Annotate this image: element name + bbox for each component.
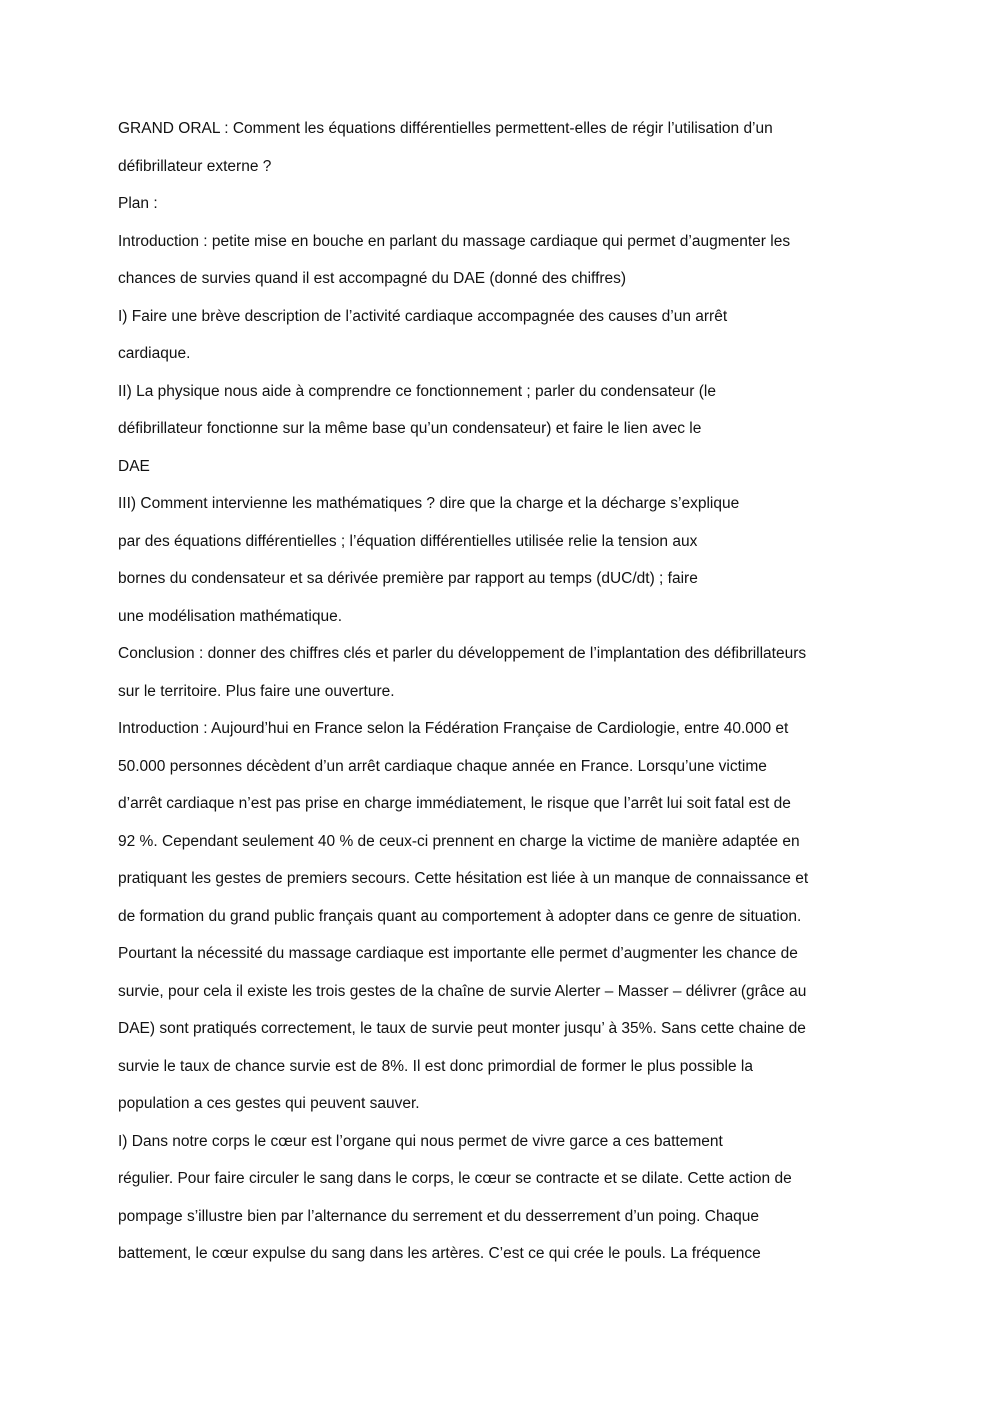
plan-part-1-line-1: I) Faire une brève description de l’activité cardiaque accompagnée des causes d’un arrêt <box>118 307 728 325</box>
plan-part-2-line-3: DAE <box>118 457 150 475</box>
plan-conclusion-line-2: sur le territoire. Plus faire une ouverture. <box>118 682 395 700</box>
plan-part-3-line-1: III) Comment intervienne les mathématiques ? dire que la charge et la décharge s’explique <box>118 495 740 512</box>
introduction-line-9: DAE) sont pratiqués correctement, le taux de survie peut monter jusqu’ à 35%. Sans cette chaine de <box>118 1020 806 1037</box>
introduction-line-10: survie le taux de chance survie est de 8%. Il est donc primordial de former le plus possible la <box>118 1057 753 1075</box>
introduction-line-11: population a ces gestes qui peuvent sauver. <box>118 1095 420 1112</box>
title-line-1: GRAND ORAL : Comment les équations différentielles permettent-elles de régir l’utilisation d’un <box>118 120 773 137</box>
plan-part-3-line-4: une modélisation mathématique. <box>118 607 343 625</box>
part-1-line-2: régulier. Pour faire circuler le sang dans le corps, le cœur se contracte et se dilate. Cette action de <box>118 1170 792 1187</box>
title-line-2: défibrillateur externe ? <box>118 157 272 175</box>
introduction-line-3: d’arrêt cardiaque n’est pas prise en charge immédiatement, le risque que l’arrêt lui soit fatal est de <box>118 795 791 812</box>
plan-part-3-line-3: bornes du condensateur et sa dérivée première par rapport au temps (dUC/dt) ; faire <box>118 570 698 587</box>
document-body <box>118 110 888 1273</box>
introduction-line-5: pratiquant les gestes de premiers secours. Cette hésitation est liée à un manque de connaissance et <box>118 870 809 887</box>
part-1-line-4: battement, le cœur expulse du sang dans les artères. C’est ce qui crée le pouls. La fréquence <box>118 1245 761 1262</box>
plan-introduction-line-2: chances de survies quand il est accompagné du DAE (donné des chiffres) <box>118 270 627 287</box>
plan-part-3-line-2: par des équations différentielles ; l’équation différentielles utilisée relie la tension aux <box>118 532 698 550</box>
introduction-line-2: 50.000 personnes décèdent d’un arrêt cardiaque chaque année en France. Lorsqu’une victime <box>118 757 767 775</box>
plan-heading: Plan : <box>118 195 158 212</box>
introduction-line-7: Pourtant la nécessité du massage cardiaque est importante elle permet d’augmenter les chance de <box>118 945 798 962</box>
introduction-line-1: Introduction : Aujourd’hui en France selon la Fédération Française de Cardiologie, entre 40.000 et <box>118 720 789 737</box>
part-1-line-1: I) Dans notre corps le cœur est l’organe qui nous permet de vivre garce a ces battement <box>118 1132 723 1150</box>
plan-part-1-line-2: cardiaque. <box>118 345 191 362</box>
introduction-line-4: 92 %. Cependant seulement 40 % de ceux-ci prennent en charge la victime de manière adaptée en <box>118 832 800 850</box>
plan-part-2-line-1: II) La physique nous aide à comprendre ce fonctionnement ; parler du condensateur (le <box>118 382 716 400</box>
plan-part-2-line-2: défibrillateur fonctionne sur la même base qu’un condensateur) et faire le lien avec le <box>118 420 702 437</box>
introduction-line-8: survie, pour cela il existe les trois gestes de la chaîne de survie Alerter – Masser – délivrer (grâce au <box>118 982 807 1000</box>
plan-conclusion-line-1: Conclusion : donner des chiffres clés et parler du développement de l’implantation des défibrillateurs <box>118 645 807 662</box>
plan-introduction-line-1: Introduction : petite mise en bouche en parlant du massage cardiaque qui permet d’augmenter les <box>118 232 791 250</box>
part-1-line-3: pompage s’illustre bien par l’alternance du serrement et du desserrement d’un poing. Chaque <box>118 1207 760 1225</box>
introduction-line-6: de formation du grand public français quant au comportement à adopter dans ce genre de situation. <box>118 907 802 925</box>
